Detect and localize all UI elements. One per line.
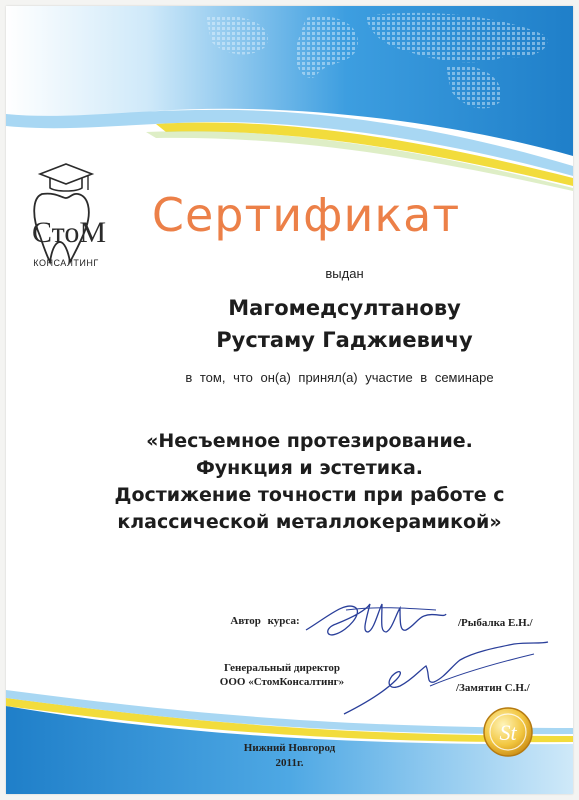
issued-label: выдан — [325, 266, 364, 281]
seminar-line: «Несъемное протезирование. — [146, 430, 473, 452]
recipient-given-names: Рустаму Гаджиевичу — [216, 328, 473, 352]
author-name: /Рыбалка Е.Н./ — [458, 617, 533, 629]
seminar-line: Функция и эстетика. — [195, 457, 424, 479]
badge-text: St — [499, 720, 517, 745]
city: Нижний Новгород — [243, 742, 336, 754]
participation-text: в том, что он(а) принял(а) участие в семинаре — [185, 370, 494, 385]
year: 2011г. — [275, 757, 304, 769]
director-title: Генеральный директор — [223, 662, 341, 674]
seminar-title — [46, 428, 573, 536]
director-name: /Замятин С.Н./ — [456, 682, 530, 694]
logo-name: СтоМ — [32, 216, 106, 249]
seminar-line: классической металлокерамикой» — [117, 511, 502, 533]
certificate-title: Сертификат — [151, 188, 461, 242]
place-and-date — [6, 741, 573, 771]
logo-caption: КОНСАЛТИНГ — [33, 258, 99, 268]
recipient-surname: Магомедсултанову — [228, 296, 461, 320]
director-company: ООО «СтомКонсалтинг» — [219, 676, 345, 688]
certificate-sheet — [6, 6, 573, 794]
author-label: Автор курса: — [230, 615, 300, 627]
seminar-line: Достижение точности при работе с — [114, 484, 505, 506]
recipient-name — [6, 292, 573, 356]
